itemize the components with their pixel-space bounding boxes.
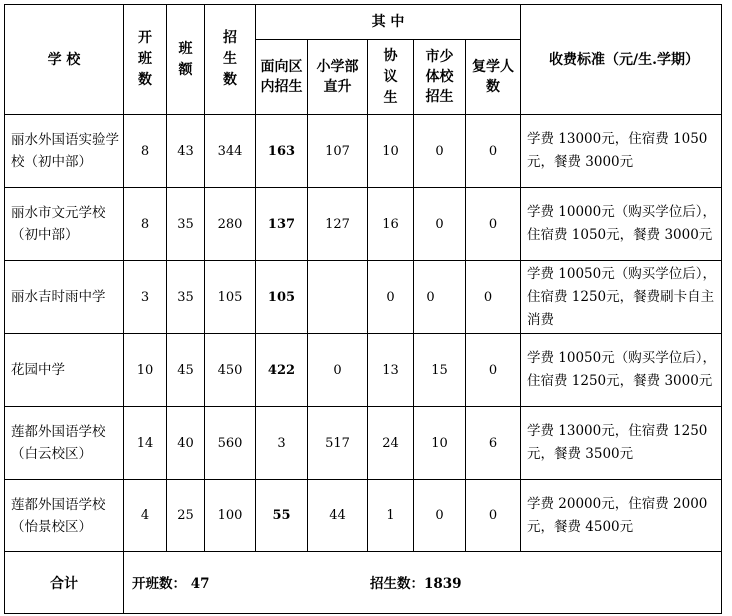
classes-cell: 10 xyxy=(124,334,167,407)
local-cell: 3 xyxy=(256,407,308,480)
sports-cell: 0 xyxy=(414,188,466,261)
classes-cell: 14 xyxy=(124,407,167,480)
school-name: 丽水吉时雨中学 xyxy=(5,261,124,334)
local-cell: 422 xyxy=(256,334,308,407)
enrollment-cell: 100 xyxy=(205,480,256,552)
repeat-cell: 0 xyxy=(466,188,521,261)
school-name: 丽水外国语实验学校（初中部） xyxy=(5,115,124,188)
header-among: 其 中 xyxy=(256,5,521,40)
class-size-cell: 35 xyxy=(167,188,205,261)
enrollment-cell: 344 xyxy=(205,115,256,188)
header-agreement: 协议生 xyxy=(368,40,414,115)
class-size-cell: 45 xyxy=(167,334,205,407)
header-class-size: 班额 xyxy=(167,5,205,115)
enrollment-cell: 105 xyxy=(205,261,256,334)
primary-cell: 517 xyxy=(308,407,368,480)
total-enrollment: 招生数：1839 xyxy=(370,576,462,592)
table-row xyxy=(5,407,722,480)
primary-cell: 0 xyxy=(308,334,368,407)
school-name: 莲都外国语学校（怡景校区） xyxy=(5,480,124,552)
sports-cell: 0 xyxy=(414,480,466,552)
primary-cell xyxy=(308,261,368,334)
local-cell: 163 xyxy=(256,115,308,188)
local-cell: 105 xyxy=(256,261,308,334)
table-row xyxy=(5,334,722,407)
enrollment-table xyxy=(4,4,722,614)
primary-cell: 44 xyxy=(308,480,368,552)
header-sports: 市少体校招生 xyxy=(414,40,466,115)
school-name: 丽水市文元学校（初中部） xyxy=(5,188,124,261)
table-row xyxy=(5,261,722,334)
enrollment-cell: 280 xyxy=(205,188,256,261)
header-fee: 收费标准（元/生.学期） xyxy=(521,5,722,115)
school-name: 花园中学 xyxy=(5,334,124,407)
total-label: 合计 xyxy=(5,552,124,614)
repeat-cell: 0 xyxy=(466,115,521,188)
total-row xyxy=(5,552,722,614)
enrollment-cell: 450 xyxy=(205,334,256,407)
primary-cell: 107 xyxy=(308,115,368,188)
class-size-cell: 35 xyxy=(167,261,205,334)
sports-cell: 15 xyxy=(414,334,466,407)
school-name: 莲都外国语学校（白云校区） xyxy=(5,407,124,480)
fee-cell: 学费 20000元，住宿费 2000元，餐费 4500元 xyxy=(521,480,722,552)
classes-cell: 8 xyxy=(124,188,167,261)
local-cell: 55 xyxy=(256,480,308,552)
sports-cell: 0 xyxy=(414,261,466,334)
header-school: 学 校 xyxy=(5,5,124,115)
header-repeat: 复学人数 xyxy=(466,40,521,115)
table-row xyxy=(5,480,722,552)
table-row xyxy=(5,115,722,188)
fee-cell: 学费 13000元，住宿费 1050元，餐费 3000元 xyxy=(521,115,722,188)
class-size-cell: 40 xyxy=(167,407,205,480)
agreement-cell: 24 xyxy=(368,407,414,480)
fee-cell: 学费 13000元，住宿费 1250元，餐费 3500元 xyxy=(521,407,722,480)
class-size-cell: 25 xyxy=(167,480,205,552)
total-summary xyxy=(124,552,722,614)
sports-cell: 10 xyxy=(414,407,466,480)
header-primary: 小学部直升 xyxy=(308,40,368,115)
agreement-cell: 0 xyxy=(368,261,414,334)
repeat-cell: 0 xyxy=(466,334,521,407)
class-size-cell: 43 xyxy=(167,115,205,188)
fee-cell: 学费 10050元（购买学位后），住宿费 1250元，餐费 3000元 xyxy=(521,334,722,407)
repeat-cell: 0 xyxy=(466,480,521,552)
classes-cell: 3 xyxy=(124,261,167,334)
table-row xyxy=(5,188,722,261)
primary-cell: 127 xyxy=(308,188,368,261)
fee-cell: 学费 10000元（购买学位后），住宿费 1050元，餐费 3000元 xyxy=(521,188,722,261)
repeat-cell: 0 xyxy=(466,261,521,334)
repeat-cell: 6 xyxy=(466,407,521,480)
agreement-cell: 10 xyxy=(368,115,414,188)
classes-cell: 4 xyxy=(124,480,167,552)
header-enrollment: 招生数 xyxy=(205,5,256,115)
enrollment-cell: 560 xyxy=(205,407,256,480)
total-classes: 开班数： 47 xyxy=(132,576,210,592)
fee-cell: 学费 10050元（购买学位后），住宿费 1250元，餐费刷卡自主消费 xyxy=(521,261,722,334)
header-local: 面向区内招生 xyxy=(256,40,308,115)
sports-cell: 0 xyxy=(414,115,466,188)
agreement-cell: 16 xyxy=(368,188,414,261)
local-cell: 137 xyxy=(256,188,308,261)
classes-cell: 8 xyxy=(124,115,167,188)
header-classes: 开班数 xyxy=(124,5,167,115)
agreement-cell: 13 xyxy=(368,334,414,407)
agreement-cell: 1 xyxy=(368,480,414,552)
